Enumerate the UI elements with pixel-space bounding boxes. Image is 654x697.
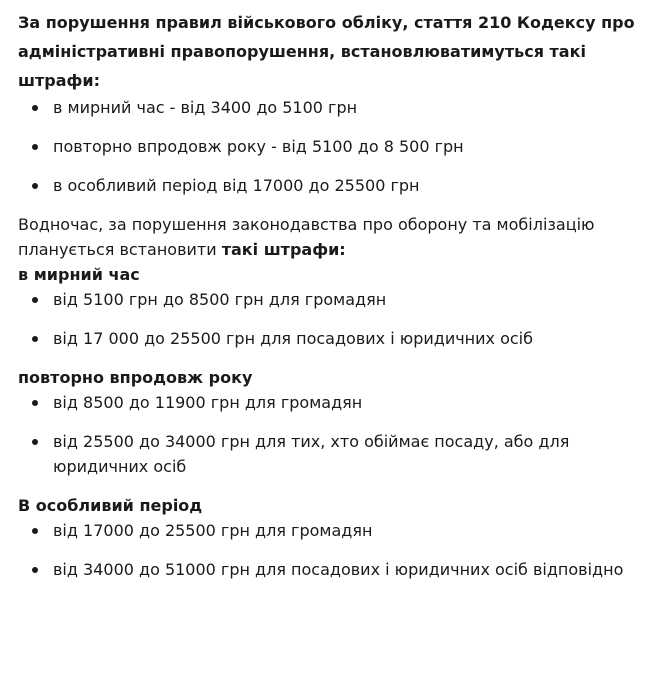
- intro-paragraph: [18, 8, 638, 95]
- section-heading-repeat: повторно впродовж року: [18, 368, 253, 387]
- current-fines-list: [18, 95, 638, 198]
- section-heading-peacetime: в мирний час: [18, 265, 140, 284]
- intro-line: штрафи:: [18, 71, 100, 90]
- list-item-text: в особливий період від 17000 до 25500 грн: [53, 176, 420, 195]
- list-item-text: від 17000 до 25500 грн для громадян: [53, 521, 373, 540]
- list-item-text-continued: юридичних осіб: [53, 457, 187, 476]
- bullet-icon: [32, 439, 38, 445]
- list-item-text: від 8500 до 11900 грн для громадян: [53, 393, 363, 412]
- list-item: [18, 390, 638, 415]
- bullet-icon: [32, 105, 38, 111]
- list-item-text: повторно впродовж року - від 5100 до 8 500 грн: [53, 137, 464, 156]
- intro-line: За порушення правил військового обліку, стаття 210 Кодексу про: [18, 13, 635, 32]
- document-body: [18, 8, 638, 596]
- planned-paragraph: [18, 212, 638, 262]
- planned-line: Водночас, за порушення законодавства про оборону та мобілізацію: [18, 215, 595, 234]
- repeat-fines-list: [18, 390, 638, 479]
- list-item-text: в мирний час - від 3400 до 5100 грн: [53, 98, 358, 117]
- list-item: [18, 95, 638, 120]
- planned-bold-text: такі штрафи:: [221, 240, 346, 259]
- list-item: [18, 326, 638, 351]
- list-item: [18, 429, 638, 479]
- bullet-icon: [32, 567, 38, 573]
- bullet-icon: [32, 400, 38, 406]
- list-item-text: від 34000 до 51000 грн для посадових і юридичних осіб відповідно: [53, 560, 624, 579]
- list-item: [18, 518, 638, 543]
- bullet-icon: [32, 528, 38, 534]
- list-item: [18, 134, 638, 159]
- bullet-icon: [32, 297, 38, 303]
- list-item: [18, 287, 638, 312]
- list-item: [18, 173, 638, 198]
- list-item-text: від 5100 грн до 8500 грн для громадян: [53, 290, 387, 309]
- planned-line: [18, 237, 638, 262]
- bullet-icon: [32, 144, 38, 150]
- intro-line: адміністративні правопорушення, встановлюватимуться такі: [18, 42, 586, 61]
- special-fines-list: [18, 518, 638, 582]
- peacetime-fines-list: [18, 287, 638, 351]
- bullet-icon: [32, 183, 38, 189]
- list-item-text: від 25500 до 34000 грн для тих, хто обіймає посаду, або для: [53, 432, 570, 451]
- section-heading-special: В особливий період: [18, 496, 203, 515]
- planned-text: планується встановити: [18, 240, 222, 259]
- list-item: [18, 557, 638, 582]
- bullet-icon: [32, 336, 38, 342]
- list-item-text: від 17 000 до 25500 грн для посадових і юридичних осіб: [53, 329, 533, 348]
